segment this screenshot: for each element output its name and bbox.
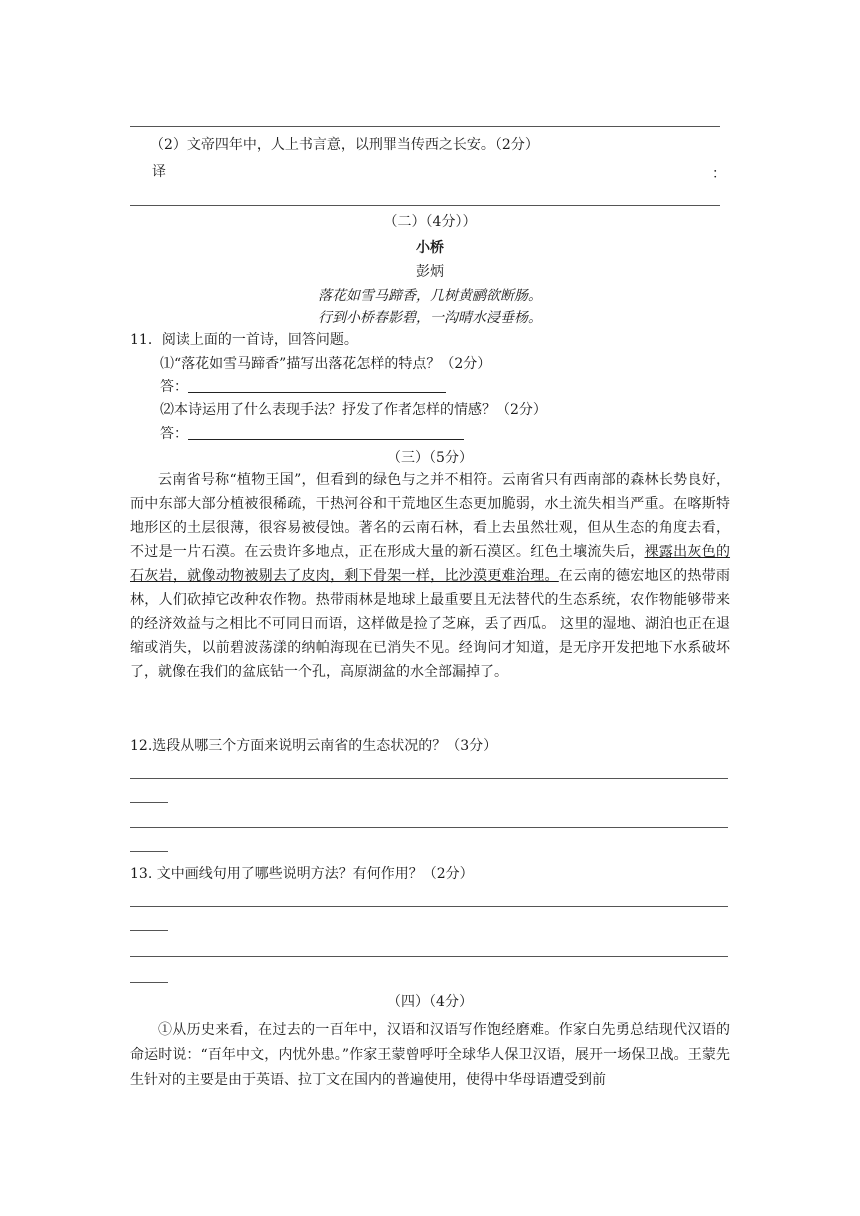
translate-label: 译 bbox=[152, 164, 166, 180]
answer-line[interactable] bbox=[130, 827, 728, 828]
question-11-answer-2 bbox=[160, 424, 464, 444]
question-11-sub-2: ⑵本诗运用了什么表现手法？抒发了作者怎样的情感？（2分） bbox=[160, 402, 547, 418]
answer-line[interactable] bbox=[130, 906, 728, 907]
answer-blank[interactable] bbox=[188, 425, 464, 440]
answer-blank[interactable] bbox=[188, 378, 446, 393]
answer-line[interactable] bbox=[130, 802, 168, 803]
question-12-stem: 12.选段从哪三个方面来说明云南省的生态状况的？（3分） bbox=[130, 738, 498, 754]
answer-label: 答： bbox=[160, 379, 188, 395]
poem-line-1: 落花如雪马蹄香，几树黄鹂欲断肠。 bbox=[318, 288, 542, 304]
question-11-sub-1: ⑴“落花如雪马蹄香”描写出落花怎样的特点？（2分） bbox=[160, 356, 492, 372]
passage-4-text: ①从历史来看，在过去的一百年中，汉语和汉语写作饱经磨难。作家白先勇总结现代汉语的命运时说：“百年中文，内忧外患。”作家王蒙曾呼吁全球华人保卫汉语，展开一场保卫战。王蒙先生针对的主要是由于英语、拉丁文在国内的普遍使用，使得中华母语遭受到前 bbox=[130, 1022, 730, 1088]
answer-line[interactable] bbox=[130, 851, 168, 852]
section-heading-4: （四）（4分） bbox=[387, 994, 473, 1010]
answer-line[interactable] bbox=[130, 778, 728, 779]
question-13-stem: 13. 文中画线句用了哪些说明方法？有何作用？（2分） bbox=[130, 866, 474, 882]
passage-text: 云南省号称“植物王国”，但看到的绿色与之并不相符。云南省只有西南部的森林长势良好，而中东部大部分植被很稀疏，干热河谷和干荒地区生态更加脆弱，水土流失相当严重。在喀斯特地形区的土层很薄，很容易被侵蚀。著名的云南石林，看上去虽然壮观，但从生态的角度去看，不过是一片石漠。在云贵许多地点，正在形成大量的新石漠区。红色土壤流失后， bbox=[130, 472, 730, 560]
section-heading-2: （二）（4分）） bbox=[383, 214, 477, 230]
poem-title: 小桥 bbox=[416, 240, 444, 256]
translate-colon: ： bbox=[712, 166, 726, 182]
poem-line-2: 行到小桥春影碧，一沟晴水浸垂杨。 bbox=[318, 310, 542, 326]
section-heading-3: （三）（5分） bbox=[387, 450, 473, 466]
question-11-stem: 11．阅读上面的一首诗，回答问题。 bbox=[130, 332, 358, 348]
passage-3-text bbox=[130, 468, 730, 684]
answer-line[interactable] bbox=[130, 956, 728, 957]
question-item-2: （2）文帝四年中，人上书言意，以刑罪当传西之长安。（2分） bbox=[150, 137, 539, 153]
answer-line bbox=[130, 126, 720, 127]
answer-line bbox=[130, 205, 720, 206]
question-11-answer-1 bbox=[160, 377, 446, 397]
answer-line[interactable] bbox=[130, 930, 168, 931]
passage-text: 在云南的德宏地区的热带雨林，人们砍掉它改种农作物。热带雨林是地球上最重要且无法替代的生态系统，农作物能够带来的经济效益与之相比不可同日而语，这样做是捡了芝麻，丢了西瓜。 这里的湿地、湖泊也正在退缩或消失，以前碧波荡漾的纳帕海现在已消失不见。经询问才知道，是无序开发把地下水系破坏了，就像在我们的盆底钻一个孔，高原湖盆的水全部漏掉了。 bbox=[130, 568, 731, 680]
answer-line[interactable] bbox=[130, 982, 168, 983]
poem-author: 彭炳 bbox=[416, 264, 444, 280]
underlined-sentence: 裸露出灰色的石灰岩，就像动物被剔去了皮肉，剩下骨架一样，比沙漠更难治理。 bbox=[130, 544, 731, 584]
answer-label: 答： bbox=[160, 426, 188, 442]
